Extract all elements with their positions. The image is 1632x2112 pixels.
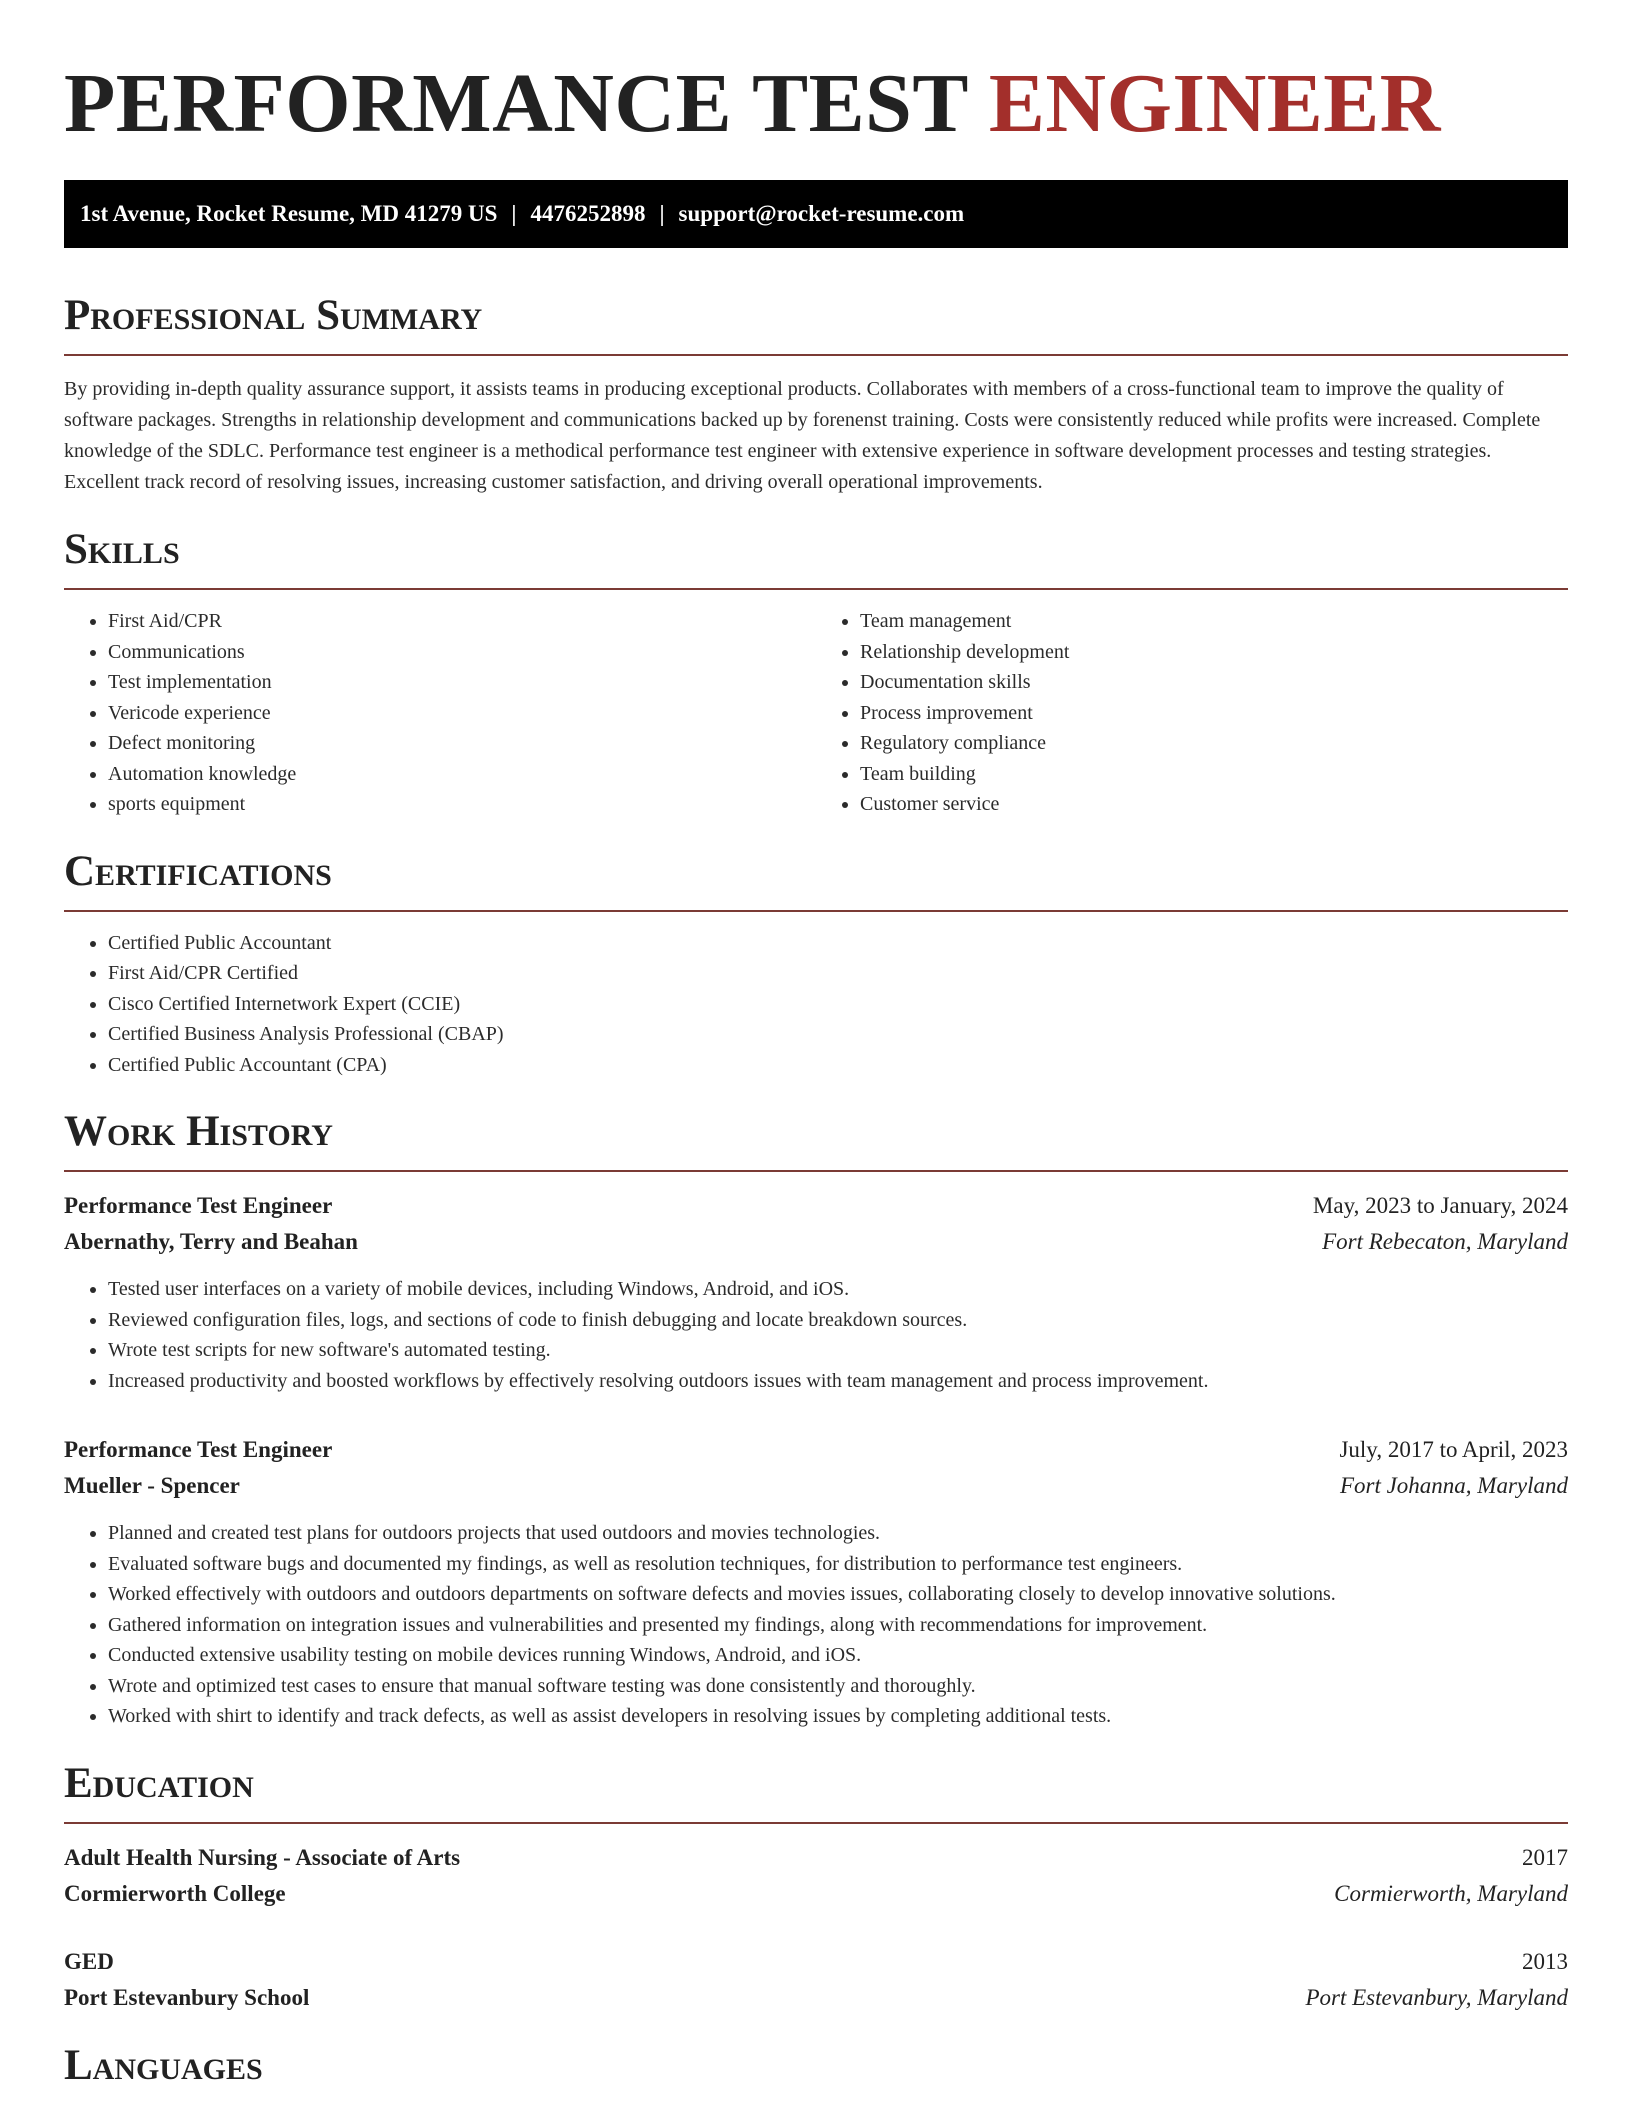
job-location: Fort Rebecaton, Maryland (1322, 1229, 1568, 1254)
job-company: Mueller - Spencer (64, 1473, 240, 1498)
job-role: Performance Test Engineer (64, 1437, 333, 1462)
education-school: Port Estevanbury School (64, 1984, 310, 2010)
job-subheader (64, 1468, 1568, 1504)
skill-item: • First Aid/CPR (108, 606, 816, 637)
certification-item: • First Aid/CPR Certified (108, 958, 1568, 989)
education-subheader (64, 1876, 1568, 1912)
job-bullet: • Wrote and optimized test cases to ensure that manual software testing was done consistently and thoroughly. (108, 1671, 1568, 1702)
education-location: Port Estevanbury, Maryland (1305, 1984, 1568, 2010)
education-year: 2013 (1522, 1948, 1568, 1974)
languages-section (64, 2040, 1568, 2092)
certification-item: • Certified Business Analysis Professional (CBAP) (108, 1019, 1568, 1050)
skill-item: • Team building (860, 759, 1568, 790)
resume-title (64, 0, 1568, 152)
skill-item: • Defect monitoring (108, 728, 816, 759)
section-divider (64, 1170, 1568, 1172)
education-location: Cormierworth, Maryland (1334, 1880, 1568, 1906)
section-title-summary: Professional Summary (64, 292, 483, 339)
education-school: Cormierworth College (64, 1880, 286, 1906)
section-title-languages: Languages (64, 2041, 263, 2089)
skill-item: • Communications (108, 637, 816, 668)
job-dates: May, 2023 to January, 2024 (1312, 1193, 1568, 1218)
education-header (64, 1944, 1568, 1980)
certifications-section (64, 846, 1568, 1081)
job-bullet: • Wrote test scripts for new software's automated testing. (108, 1335, 1568, 1366)
education-year: 2017 (1522, 1844, 1568, 1870)
skill-item: • Test implementation (108, 667, 816, 698)
job-bullet: • Worked effectively with outdoors and outdoors departments on software defects and movies issues, collaborating closely to develop innovative solutions. (108, 1579, 1568, 1610)
job-location: Fort Johanna, Maryland (1339, 1473, 1568, 1498)
contact-separator: | (659, 201, 665, 226)
job-bullet: • Gathered information on integration issues and vulnerabilities and presented my findings, along with recommendations for improvement. (108, 1610, 1568, 1641)
section-title-work-history: Work History (64, 1108, 333, 1155)
section-title-education: Education (64, 1759, 254, 1807)
education-header (64, 1840, 1568, 1876)
job-entry (64, 1432, 1568, 1732)
skills-list-right (816, 606, 1568, 820)
skill-item: • Relationship development (860, 637, 1568, 668)
skill-item: • Customer service (860, 789, 1568, 820)
certification-item: • Certified Public Accountant (CPA) (108, 1050, 1568, 1081)
summary-text: By providing in-depth quality assurance support, it assists teams in producing exceptional products. Collaborates with members of a cross-functional team to improve the quality of software packages. Strengths in relationship development and communications backed up by forenenst training. Costs were consistently reduced while profits were increased. Complete knowledge of the SDLC. Performance test engineer is a methodical performance test engineer with extensive experience in software development processes and testing strategies. Excellent track record of resolving issues, increasing customer satisfaction, and driving overall operational improvements. (64, 378, 1541, 493)
skills-section (64, 524, 1568, 820)
contact-email[interactable]: support@rocket-resume.com (678, 201, 965, 226)
education-subheader (64, 1980, 1568, 2016)
job-subheader (64, 1224, 1568, 1260)
contact-phone[interactable]: 4476252898 (530, 201, 646, 226)
skill-item: • sports equipment (108, 789, 816, 820)
certifications-list (64, 928, 1568, 1081)
skill-item: • Automation knowledge (108, 759, 816, 790)
certification-item: • Certified Public Accountant (108, 928, 1568, 959)
job-bullets (64, 1274, 1568, 1396)
job-bullet: • Worked with shirt to identify and track defects, as well as assist developers in resolving issues by completing additional tests. (108, 1701, 1568, 1732)
title-accent: ENGINEER (988, 57, 1441, 150)
certification-item: • Cisco Certified Internetwork Expert (CCIE) (108, 989, 1568, 1020)
contact-address: 1st Avenue, Rocket Resume, MD 41279 US (80, 201, 498, 226)
job-header (64, 1188, 1568, 1224)
skills-columns (64, 606, 1568, 820)
skill-item: • Regulatory compliance (860, 728, 1568, 759)
job-bullet: • Increased productivity and boosted workflows by effectively resolving outdoors issues with team management and process improvement. (108, 1366, 1568, 1397)
skill-item: • Documentation skills (860, 667, 1568, 698)
job-bullet: • Reviewed configuration files, logs, and sections of code to finish debugging and locate breakdown sources. (108, 1305, 1568, 1336)
job-bullet: • Evaluated software bugs and documented my findings, as well as resolution techniques, for distribution to performance test engineers. (108, 1549, 1568, 1580)
job-dates: July, 2017 to April, 2023 (1339, 1437, 1568, 1462)
section-title-certifications: Certifications (64, 847, 332, 895)
section-divider (64, 588, 1568, 590)
summary-section (64, 290, 1568, 498)
job-role: Performance Test Engineer (64, 1193, 333, 1218)
skill-item: • Team management (860, 606, 1568, 637)
education-entry (64, 1944, 1568, 2016)
job-bullet: • Planned and created test plans for outdoors projects that used outdoors and movies technologies. (108, 1518, 1568, 1549)
section-title-skills: Skills (64, 526, 180, 573)
skill-item: • Process improvement (860, 698, 1568, 729)
section-divider (64, 910, 1568, 912)
section-divider (64, 1822, 1568, 1824)
contact-separator: | (511, 201, 517, 226)
title-main: PERFORMANCE TEST (64, 57, 968, 150)
contact-bar (64, 180, 1568, 248)
job-header (64, 1432, 1568, 1468)
job-company: Abernathy, Terry and Beahan (64, 1229, 358, 1254)
job-bullets (64, 1518, 1568, 1732)
job-entry (64, 1188, 1568, 1396)
education-section (64, 1758, 1568, 2016)
resume-page (64, 0, 1568, 2092)
education-degree: Adult Health Nursing - Associate of Arts (64, 1844, 461, 1870)
job-bullet: • Conducted extensive usability testing on mobile devices running Windows, Android, and iOS. (108, 1640, 1568, 1671)
education-entry (64, 1840, 1568, 1912)
job-bullet: • Tested user interfaces on a variety of mobile devices, including Windows, Android, and iOS. (108, 1274, 1568, 1305)
education-degree: GED (64, 1948, 114, 1974)
work-history-section (64, 1106, 1568, 1732)
section-divider (64, 354, 1568, 356)
skills-list-left (64, 606, 816, 820)
skill-item: • Vericode experience (108, 698, 816, 729)
